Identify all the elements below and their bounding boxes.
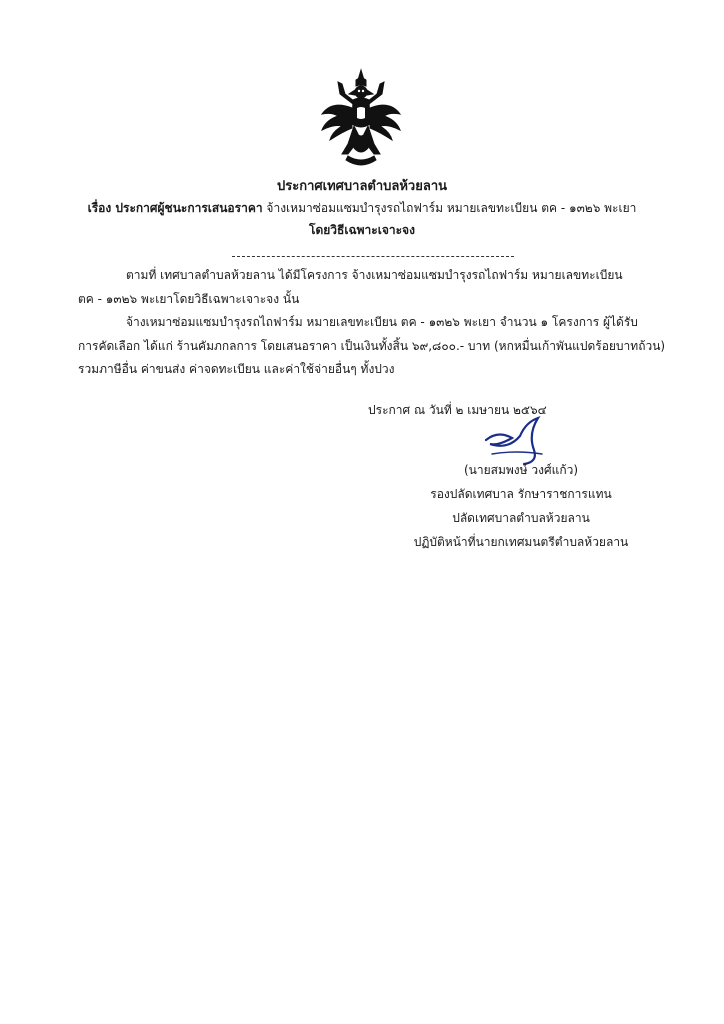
signer-position-1: รองปลัดเทศบาล รักษาราชการแทน bbox=[430, 487, 612, 501]
para1-line2: ตค - ๑๓๒๖ พะเยาโดยวิธีเฉพาะเจาะจง นั้น bbox=[78, 292, 300, 306]
signer-position-3: ปฏิบัติหน้าที่นายกเทศมนตรีตำบลห้วยลาน bbox=[413, 535, 629, 549]
procurement-method: โดยวิธีเฉพาะเจาะจง bbox=[309, 223, 415, 237]
para2-line1: จ้างเหมาซ่อมแซมบำรุงรถไถฟาร์ม หมายเลขทะเบียน ตค - ๑๓๒๖ พะเยา จำนวน ๑ โครงการ ผู้ได้รับ bbox=[126, 315, 638, 329]
para2-line3: รวมภาษีอื่น ค่าขนส่ง ค่าจดทะเบียน และค่าใช้จ่ายอื่นๆ ทั้งปวง bbox=[78, 362, 395, 376]
subject-line bbox=[0, 200, 724, 217]
handwritten-signature-icon bbox=[468, 404, 588, 468]
signer-name: (นายสมพงษ์ วงศ์แก้ว) bbox=[463, 463, 579, 477]
subject-text: จ้างเหมาซ่อมแซมบำรุงรถไถฟาร์ม หมายเลขทะเบียน ตค - ๑๓๒๖ พะเยา bbox=[266, 201, 637, 215]
signer-position-2: ปลัดเทศบาลตำบลห้วยลาน bbox=[452, 511, 590, 525]
divider bbox=[232, 256, 514, 257]
announce-date: ประกาศ ณ วันที่ ๒ เมษายน ๒๕๖๔ bbox=[368, 403, 547, 417]
para2-line2: การคัดเลือก ได้แก่ ร้านคัมภกลการ โดยเสนอราคา เป็นเงินทั้งสิ้น ๖๙,๘๐๐.- บาท (หกหมื่นเก้าพันแปดร้อยบาทถ้วน) bbox=[78, 339, 666, 353]
subject-label: เรื่อง ประกาศผู้ชนะการเสนอราคา bbox=[87, 201, 263, 215]
document-title: ประกาศเทศบาลตำบลห้วยลาน bbox=[276, 179, 448, 194]
para1-line1: ตามที่ เทศบาลตำบลห้วยลาน ได้มีโครงการ จ้างเหมาซ่อมแซมบำรุงรถไถฟาร์ม หมายเลขทะเบียน bbox=[126, 268, 623, 282]
garuda-emblem-icon bbox=[318, 68, 404, 172]
